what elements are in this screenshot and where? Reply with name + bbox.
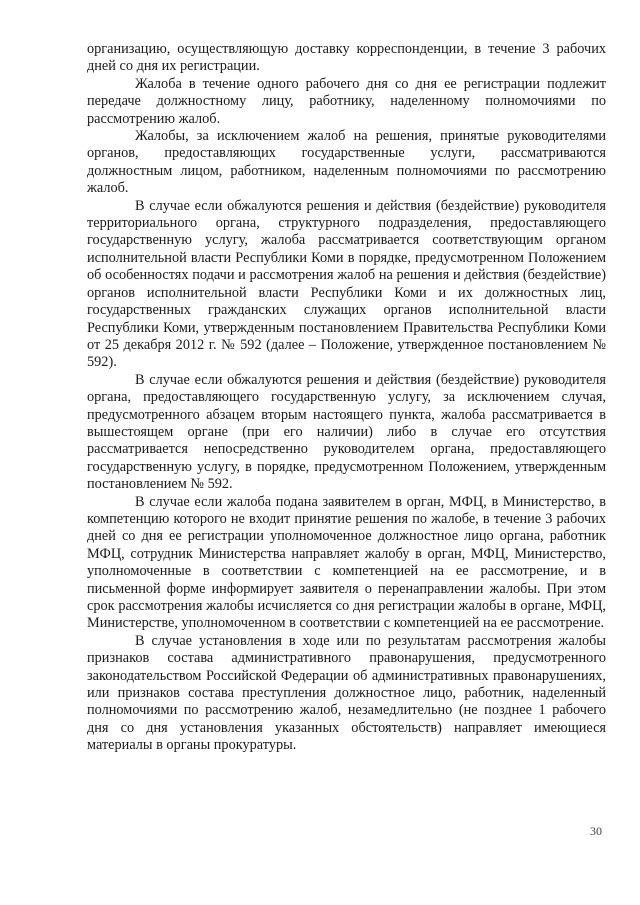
paragraph-3: Жалобы, за исключением жалоб на решения, принятые руководителями органов, предоставляющих государственные услуги, рассматриваются должностным лицом, работником, наделенным полномочиями по рассмотрению жалоб. [87, 128, 606, 197]
page-number: 30 [590, 824, 602, 838]
document-page [87, 41, 606, 755]
paragraph-5: В случае если обжалуются решения и действия (бездействие) руководителя органа, предоставляющего государственную услугу, за исключением случая, предусмотренного абзацем вторым настоящего пункта, жалоба рассматривается в вышестоящем органе (при его наличии) либо в случае его отсутствия рассматривается непосредственно руководителем органа, предоставляющего государственную услугу, в порядке, предусмотренном Положением, утвержденным постановлением № 592. [87, 371, 606, 493]
paragraph-1: организацию, осуществляющую доставку корреспонденции, в течение 3 рабочих дней со дня их регистрации. [87, 41, 606, 75]
paragraph-4: В случае если обжалуются решения и действия (бездействие) руководителя территориального органа, структурного подразделения, предоставляющего государственную услугу, жалоба рассматривается соответствующим органом исполнительной власти Республики Коми в порядке, предусмотренном Положением об особенностях подачи и рассмотрения жалоб на решения и действия (бездействие) органов исполнительной власти Республики Коми и их должностных лиц, государственных гражданских служащих органов исполнительной власти Республики Коми, утвержденным постановлением Правительства Республики Коми от 25 декабря 2012 г. № 592 (далее – Положение, утвержденное постановлением № 592). [87, 197, 606, 371]
paragraph-7: В случае установления в ходе или по результатам рассмотрения жалобы признаков состава административного правонарушения, предусмотренного законодательством Российской Федерации об административных правонарушениях, или признаков состава преступления должностное лицо, работник, наделенный полномочиями по рассмотрению жалоб, незамедлительно (не позднее 1 рабочего дня со дня установления указанных обстоятельств) направляет имеющиеся материалы в органы прокуратуры. [87, 632, 606, 754]
paragraph-6: В случае если жалоба подана заявителем в орган, МФЦ, в Министерство, в компетенцию которого не входит принятие решения по жалобе, в течение 3 рабочих дней со дня ее регистрации уполномоченное должностное лицо органа, работник МФЦ, сотрудник Министерства направляет жалобу в орган, МФЦ, Министерство, уполномоченные в соответствии с компетенцией на ее рассмотрение, и в письменной форме информирует заявителя о перенаправлении жалобы. При этом срок рассмотрения жалобы исчисляется со дня регистрации жалобы в органе, МФЦ, Министерстве, уполномоченном в соответствии с компетенцией на ее рассмотрение. [87, 493, 606, 632]
paragraph-2: Жалоба в течение одного рабочего дня со дня ее регистрации подлежит передаче должностному лицу, работнику, наделенному полномочиями по рассмотрению жалоб. [87, 75, 606, 127]
